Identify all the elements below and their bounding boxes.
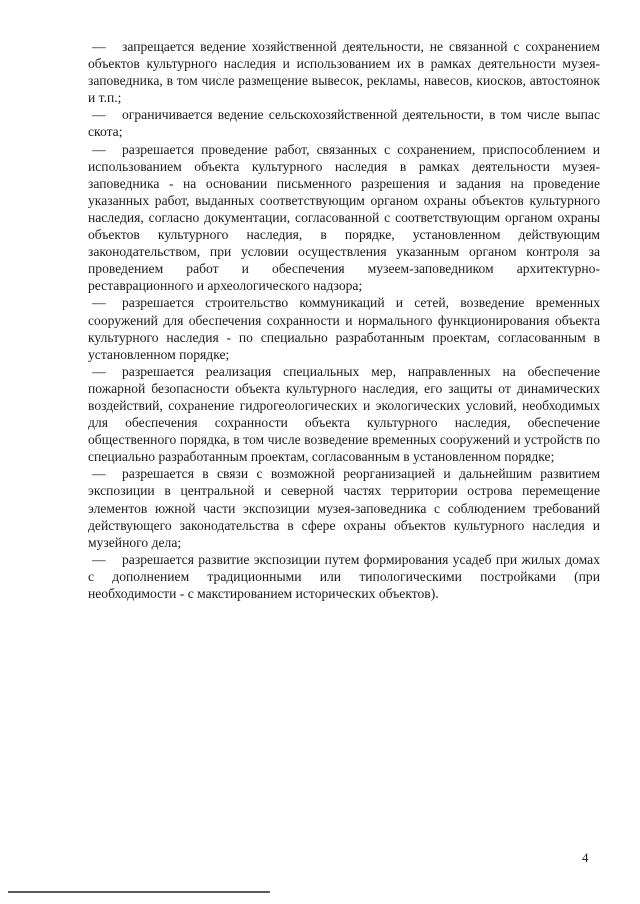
list-item-text: разрешается реализация специальных мер, направленных на обеспечение пожарной безопасности объекта культурного наследия, его защиты от динамических воздействий, сохранение гидрогеологических и экологических условий, необходимых для обеспечения сохранности объекта культурного наследия, обеспечение общественного порядка, в том числе возведение временных сооружений и устройств по специально разработанным проектам, согласованным в установленном порядке;	[88, 363, 600, 465]
list-item-4	[88, 294, 600, 362]
list-item-text: ограничивается ведение сельскохозяйственной деятельности, в том числе выпас скота;	[88, 107, 600, 140]
dash-marker: —	[92, 141, 106, 157]
bottom-divider	[8, 891, 270, 893]
list-item-text: разрешается развитие экспозиции путем формирования усадеб при жилых домах с дополнением традиционными или типологическими постройками (при необходимости - с макстированием исторических объектов).	[88, 551, 600, 601]
list-item-text: разрешается проведение работ, связанных с сохранением, приспособлением и использованием объекта культурного наследия в рамках деятельности музея-заповедника - на основании письменного разрешения и задания на проведение указанных работ, выданных соответствующим органом охраны объектов культурного наследия, согласно документации, согласованной с соответствующим органом охраны объектов культурного наследия, в порядке, установленном действующим законодательством, при условии осуществления указанным органом контроля за проведением работ и обеспечения музеем-заповедником архитектурно-реставрационного и археологического надзора;	[88, 141, 600, 294]
list-item-5	[88, 363, 600, 466]
dash-marker: —	[92, 39, 106, 54]
list-item-7	[88, 551, 600, 602]
list-item-3	[88, 141, 600, 295]
list-item-text: разрешается в связи с возможной реорганизацией и дальнейшим развитием экспозиции в центральной и северной частях территории острова перемещение элементов южной части экспозиции музея-заповедника с соблюдением требований действующего законодательства в сфере охраны объектов культурного наследия и музейного дела;	[88, 466, 600, 550]
dash-marker: —	[92, 295, 106, 311]
page-number: 4	[582, 850, 589, 865]
document-body	[88, 38, 600, 602]
dash-marker: —	[92, 107, 106, 123]
dash-marker: —	[92, 363, 106, 379]
list-item-6	[88, 465, 600, 550]
dash-marker: —	[92, 551, 106, 567]
list-item-text: запрещается ведение хозяйственной деятельности, не связанной с сохранением объектов культурного наследия и использованием их в рамках деятельности музея-заповедника, в том числе размещение вывесок, рекламы, навесов, киосков, автостоянок и т.п.;	[88, 39, 600, 106]
list-item-1	[88, 38, 600, 106]
list-item-2	[88, 106, 600, 140]
dash-marker: —	[92, 466, 106, 482]
list-item-text: разрешается строительство коммуникаций и сетей, возведение временных сооружений для обеспечения сохранности и нормального функционирования объекта культурного наследия - по специально разработанным проектам, согласованным в установленном порядке;	[88, 295, 600, 362]
